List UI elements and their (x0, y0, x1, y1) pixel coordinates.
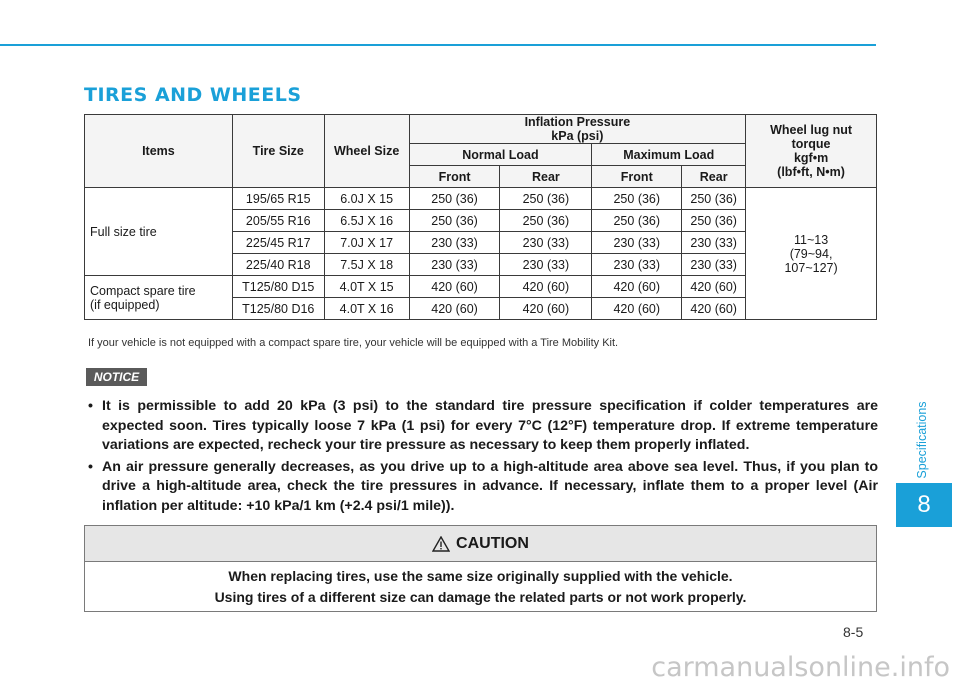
header-wheel-size: Wheel Size (324, 115, 409, 188)
cell-wheel-size: 7.5J X 18 (324, 254, 409, 276)
notice-badge: NOTICE (86, 368, 147, 386)
cell-wheel-size: 6.0J X 15 (324, 188, 409, 210)
header-normal-rear: Rear (500, 166, 592, 188)
torque-header-line-2: torque (791, 137, 831, 151)
group-full-size: Full size tire (85, 188, 233, 276)
header-normal-front: Front (409, 166, 500, 188)
bullet-text: It is permissible to add 20 kPa (3 psi) to the standard tire pressure specification if colder temperatures are expected soon. Tires typically loose 7 kPa (1 psi) for every 7°C (12°F) temperature drop. If extreme temperature variations are expected, recheck your tire pressure as necessary to keep them properly inflated. (102, 398, 878, 453)
cell-wheel-size: 7.0J X 17 (324, 232, 409, 254)
cell-normal-front: 230 (33) (409, 232, 500, 254)
cell-normal-rear: 230 (33) (500, 254, 592, 276)
table-row (85, 188, 877, 210)
header-max-rear: Rear (682, 166, 746, 188)
inflation-line-2: kPa (psi) (551, 129, 604, 143)
top-rule (0, 44, 876, 46)
cell-max-rear: 250 (36) (682, 210, 746, 232)
torque-value-line-3: 107~127) (784, 260, 838, 275)
cell-tire-size: 225/45 R17 (232, 232, 324, 254)
header-max-front: Front (592, 166, 682, 188)
cell-max-rear: 420 (60) (682, 276, 746, 298)
notice-list (86, 397, 878, 518)
cell-max-front: 230 (33) (592, 254, 682, 276)
list-item (86, 458, 878, 517)
bullet-text: An air pressure generally decreases, as you drive up to a high-altitude area above sea level. Thus, if you plan to drive a high-altitude area, check the tire pressures in advance. If necessary, inflate them to a proper level (Air inflation per altitude: +10 kPa/1 km (+2.4 psi/1 mile)). (102, 458, 878, 514)
cell-normal-rear: 420 (60) (500, 298, 592, 320)
caution-line-2: Using tires of a different size can damage the related parts or not work properly. (214, 589, 747, 605)
compact-line-2: (if equipped) (90, 297, 160, 312)
cell-normal-front: 230 (33) (409, 254, 500, 276)
cell-tire-size: T125/80 D16 (232, 298, 324, 320)
table-footnote: If your vehicle is not equipped with a compact spare tire, your vehicle will be equipped with a Tire Mobility Kit. (88, 337, 619, 349)
cell-wheel-size: 4.0T X 16 (324, 298, 409, 320)
watermark: carmanualsonline.info (651, 652, 950, 683)
tire-spec-table (84, 114, 877, 320)
cell-normal-rear: 250 (36) (500, 188, 592, 210)
header-normal-load: Normal Load (409, 144, 592, 166)
compact-line-1: Compact spare tire (90, 283, 196, 298)
cell-max-front: 250 (36) (592, 210, 682, 232)
cell-max-rear: 420 (60) (682, 298, 746, 320)
group-compact-spare (85, 276, 233, 320)
torque-value-line-2: (79~94, (789, 246, 833, 261)
cell-normal-front: 250 (36) (409, 188, 500, 210)
header-items: Items (85, 115, 233, 188)
torque-value-line-1: 11~13 (793, 232, 829, 247)
chapter-side-label (913, 395, 931, 485)
cell-normal-front: 250 (36) (409, 210, 500, 232)
header-lug-nut-torque (746, 115, 877, 188)
cell-normal-rear: 420 (60) (500, 276, 592, 298)
caution-header (85, 526, 876, 562)
header-maximum-load: Maximum Load (592, 144, 746, 166)
list-item (86, 397, 878, 456)
chapter-tab: 8 (896, 483, 952, 527)
cell-max-rear: 250 (36) (682, 188, 746, 210)
cell-tire-size: 195/65 R15 (232, 188, 324, 210)
bullet-icon: • (88, 398, 93, 414)
cell-max-front: 420 (60) (592, 298, 682, 320)
caution-title: CAUTION (456, 534, 529, 552)
torque-header-line-3: kgf•m (793, 151, 829, 165)
cell-normal-rear: 230 (33) (500, 232, 592, 254)
cell-wheel-size: 6.5J X 16 (324, 210, 409, 232)
cell-lug-nut-torque (746, 188, 877, 320)
warning-triangle-icon (432, 536, 450, 552)
section-title: TIRES AND WHEELS (84, 84, 302, 106)
cell-tire-size: T125/80 D15 (232, 276, 324, 298)
torque-header-line-4: (lbf•ft, N•m) (777, 165, 845, 179)
cell-wheel-size: 4.0T X 15 (324, 276, 409, 298)
inflation-line-1: Inflation Pressure (524, 115, 631, 129)
caution-body (85, 562, 876, 608)
header-tire-size: Tire Size (232, 115, 324, 188)
cell-tire-size: 205/55 R16 (232, 210, 324, 232)
page-number: 8-5 (843, 624, 864, 640)
cell-max-rear: 230 (33) (682, 254, 746, 276)
cell-max-front: 250 (36) (592, 188, 682, 210)
cell-normal-front: 420 (60) (409, 276, 500, 298)
caution-box (84, 525, 877, 612)
header-inflation-pressure (409, 115, 746, 144)
cell-max-rear: 230 (33) (682, 232, 746, 254)
cell-max-front: 420 (60) (592, 276, 682, 298)
cell-tire-size: 225/40 R18 (232, 254, 324, 276)
cell-normal-front: 420 (60) (409, 298, 500, 320)
torque-header-line-1: Wheel lug nut (770, 123, 853, 137)
cell-max-front: 230 (33) (592, 232, 682, 254)
caution-line-1: When replacing tires, use the same size originally supplied with the vehicle. (228, 568, 733, 584)
cell-normal-rear: 250 (36) (500, 210, 592, 232)
side-label-text: Specifications (915, 401, 929, 479)
bullet-icon: • (88, 458, 93, 475)
